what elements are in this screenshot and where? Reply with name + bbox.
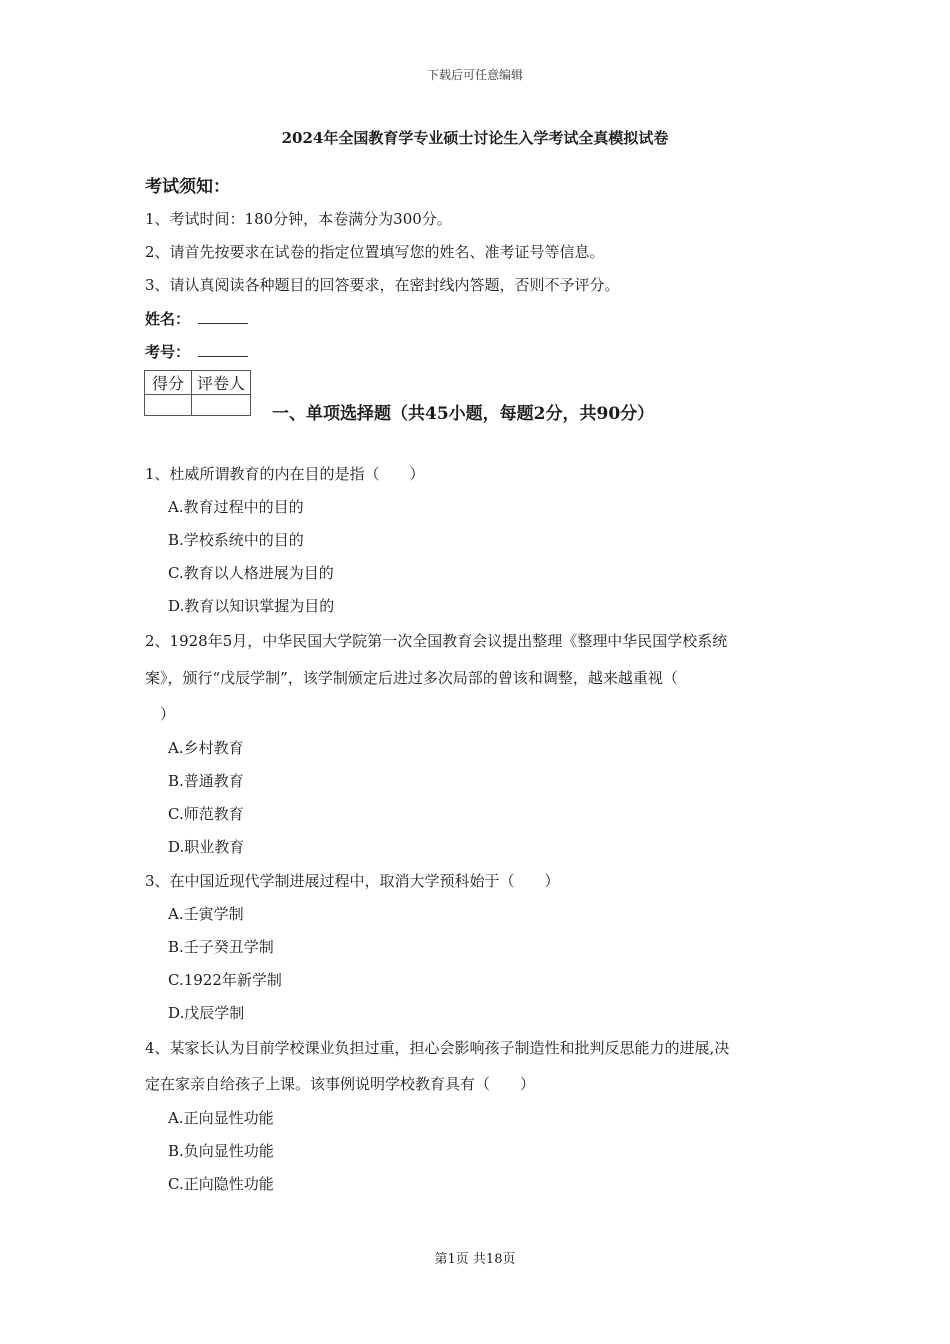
question-text: 3、在中国近现代学制进展过程中，取消大学预科始于（ ） [145, 872, 560, 890]
question-text: 4、某家长认为目前学校课业负担过重，担心会影响孩子制造性和批判反思能力的进展,决 [145, 1039, 730, 1057]
answer-option: D.教育以知识掌握为目的 [168, 597, 335, 615]
id-blank[interactable] [198, 342, 248, 357]
id-label: 考号： [145, 343, 191, 361]
question-text: 案》，颁行“戊辰学制”，该学制颁定后进过多次局部的曾该和调整，越来越重视（ [145, 669, 678, 687]
notice-item: 3、请认真阅读各种题目的回答要求，在密封线内答题，否则不予评分。 [145, 276, 620, 294]
answer-option: C.教育以人格进展为目的 [168, 564, 334, 582]
question-text: 1、杜威所谓教育的内在目的是指（ ） [145, 465, 425, 483]
question-text: 定在家亲自给孩子上课。该事例说明学校教育具有（ ） [145, 1075, 536, 1093]
answer-option: B.学校系统中的目的 [168, 531, 304, 549]
answer-option: B.壬子癸丑学制 [168, 938, 274, 956]
answer-option: D.职业教育 [168, 838, 245, 856]
grader-cell[interactable] [192, 395, 251, 416]
name-label: 姓名： [145, 310, 191, 328]
score-table [144, 370, 251, 416]
page-header: 下载后可任意编辑 [426, 68, 523, 82]
section-title: 一、单项选择题（共45小题，每题2分，共90分） [272, 404, 655, 424]
answer-option: C.正向隐性功能 [168, 1175, 274, 1193]
answer-option: A.教育过程中的目的 [168, 498, 304, 516]
name-field [145, 308, 248, 329]
question-text: 2、1928年5月，中华民国大学院第一次全国教育会议提出整理《整理中华民国学校系统 [145, 632, 728, 650]
answer-option: A.乡村教育 [168, 739, 244, 757]
answer-option: D.戊辰学制 [168, 1004, 245, 1022]
notice-item: 1、考试时间：180分钟，本卷满分为300分。 [145, 210, 452, 228]
answer-option: C.师范教育 [168, 805, 244, 823]
grader-header: 评卷人 [192, 371, 251, 395]
answer-option: A.正向显性功能 [168, 1109, 274, 1127]
id-field [145, 341, 248, 362]
answer-option: B.普通教育 [168, 772, 244, 790]
answer-option: A.壬寅学制 [168, 905, 244, 923]
answer-option: B.负向显性功能 [168, 1142, 274, 1160]
page-footer: 第1页 共18页 [434, 1252, 516, 1267]
question-text: ） [145, 705, 176, 723]
name-blank[interactable] [198, 309, 248, 324]
answer-option: C.1922年新学制 [168, 971, 282, 989]
score-cell[interactable] [145, 395, 192, 416]
exam-title: 2024年全国教育学专业硕士讨论生入学考试全真模拟试卷 [281, 129, 669, 147]
notice-heading: 考试须知： [145, 177, 230, 197]
notice-item: 2、请首先按要求在试卷的指定位置填写您的姓名、准考证号等信息。 [145, 243, 605, 261]
score-header: 得分 [145, 371, 192, 395]
